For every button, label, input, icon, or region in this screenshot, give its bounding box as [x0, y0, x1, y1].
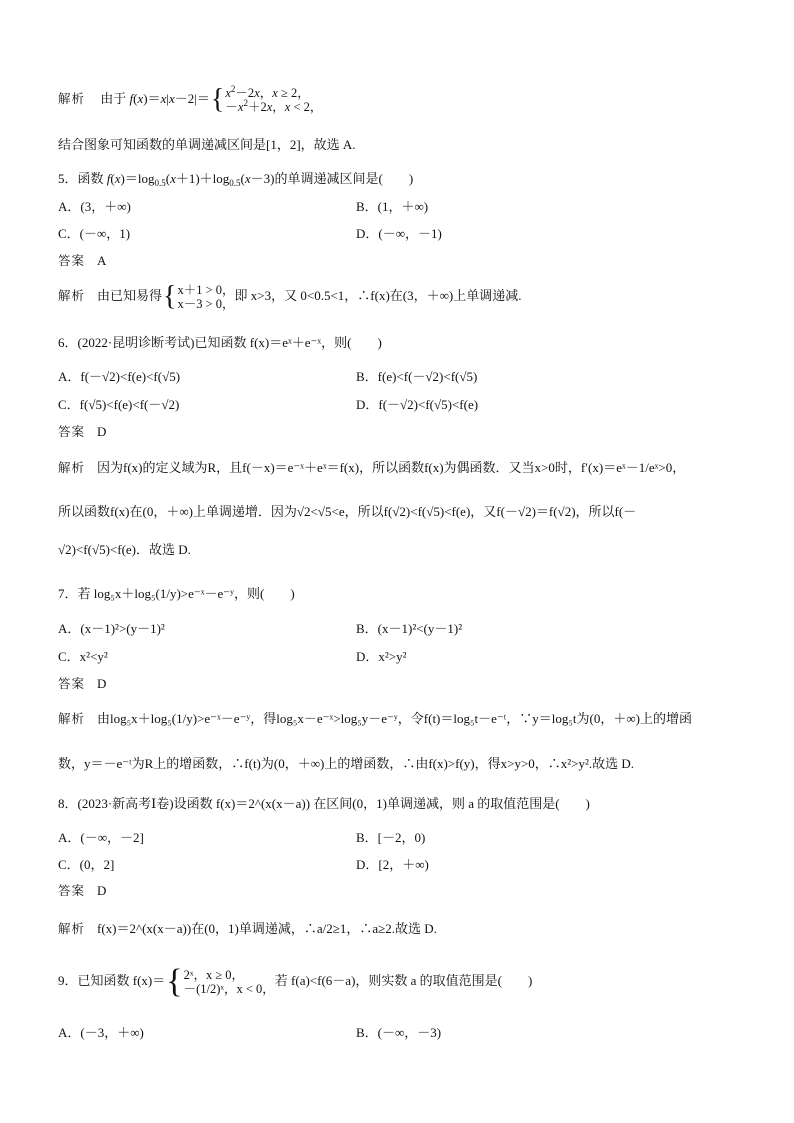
- q9-option-a: A．(－3，＋∞): [58, 1025, 144, 1040]
- q7-answer: 答案 D: [58, 676, 107, 691]
- q6-option-d: D．f(－√2)<f(√5)<f(e): [356, 397, 479, 412]
- prev-conclusion: 结合图象可知函数的单调递减区间是[1，2]，故选 A.: [58, 137, 356, 152]
- q8-option-b: B．[－2，0): [356, 830, 426, 845]
- q6-option-b: B．f(e)<f(－√2)<f(√5): [356, 369, 478, 384]
- q7-stem: 7．若 log₅x＋log₅(1/y)>e⁻ˣ－e⁻ʸ，则( ): [58, 586, 295, 601]
- q8-option-a: A．(－∞，－2]: [58, 830, 144, 845]
- q6-solution-line2: 所以函数f(x)在(0，＋∞)上单调递增．因为√2<√5<e，所以f(√2)<f(√5)<f(e)，又f(－√2)＝f(√2)，所以f(－: [58, 504, 637, 519]
- q5-option-c: C．(－∞，1): [58, 226, 131, 241]
- q6-stem: 6．(2022·昆明诊断考试)已知函数 f(x)＝eˣ＋e⁻ˣ，则( ): [58, 335, 382, 350]
- prev-solution: 解析 由于 f(x)＝x|x－2|＝{ $x^2-2x$，x ≥ 2， $-x^2+2x$，x < 2，: [58, 84, 323, 115]
- q8-option-c: C．(0，2]: [58, 857, 115, 872]
- q8-stem: 8．(2023·新高考Ⅰ卷)设函数 f(x)＝2^(x(x－a)) 在区间(0，1)单调递减，则 a 的取值范围是( ): [58, 796, 590, 811]
- q8-solution: 解析 f(x)＝2^(x(x－a))在(0，1)单调递减，∴a/2≥1，∴a≥2.故选 D.: [58, 921, 437, 936]
- q9-stem: 9．已知函数 f(x)＝{ 2ˣ，x ≥ 0， －(1/2)ˣ，x < 0， 若 f(a)<f(6－a)，则实数 a 的取值范围是( ): [58, 963, 533, 1000]
- q7-option-d: D．x²>y²: [356, 649, 407, 664]
- q8-answer: 答案 D: [58, 883, 107, 898]
- q7-option-c: C．x²<y²: [58, 649, 108, 664]
- q5-stem: 5．函数 $f(x)=\log_{0.5}(x+1)+\log_{0.5}(x-3)$的单调递减区间是( ): [58, 171, 414, 188]
- q6-answer: 答案 D: [58, 424, 107, 439]
- q6-solution-line1: 解析 因为f(x)的定义域为R，且f(－x)＝e⁻ˣ＋eˣ＝f(x)，所以函数f(x)为偶函数．又当x>0时，f′(x)＝eˣ－1/eˣ>0，: [58, 460, 686, 475]
- q5-solution: 解析 由已知易得{ x＋1 > 0， x－3 > 0， 即 x>3，又 0<0.5<1，∴f(x)在(3，＋∞)上单调递减.: [58, 281, 522, 312]
- q5-option-a: A．(3，＋∞): [58, 199, 131, 214]
- q8-option-d: D．[2，＋∞): [356, 857, 429, 872]
- q9-option-b: B．(－∞，－3): [356, 1025, 442, 1040]
- q6-solution-line3: √2)<f(√5)<f(e)．故选 D.: [58, 542, 191, 557]
- q7-solution-line1: 解析 由log₅x＋log₅(1/y)>e⁻ˣ－e⁻ʸ，得log₅x－e⁻ˣ>log₅y－e⁻ʸ，令f(t)＝log₅t－e⁻ᵗ，∵y＝log₅t为(0，＋∞)上的增函: [58, 711, 692, 726]
- solution-tag: 解析: [58, 90, 86, 106]
- q5-option-d: D．(－∞，－1): [356, 226, 442, 241]
- q7-option-b: B．(x－1)²<(y－1)²: [356, 621, 463, 636]
- q5-option-b: B．(1，＋∞): [356, 199, 429, 214]
- q5-answer: 答案 A: [58, 253, 107, 268]
- q7-option-a: A．(x－1)²>(y－1)²: [58, 621, 165, 636]
- q6-option-c: C．f(√5)<f(e)<f(－√2): [58, 397, 180, 412]
- q6-option-a: A．f(－√2)<f(e)<f(√5): [58, 369, 181, 384]
- q7-solution-line2: 数，y＝－e⁻ᵗ为R上的增函数，∴f(t)为(0，＋∞)上的增函数，∴由f(x)>f(y)，得x>y>0，∴x²>y².故选 D.: [58, 756, 635, 771]
